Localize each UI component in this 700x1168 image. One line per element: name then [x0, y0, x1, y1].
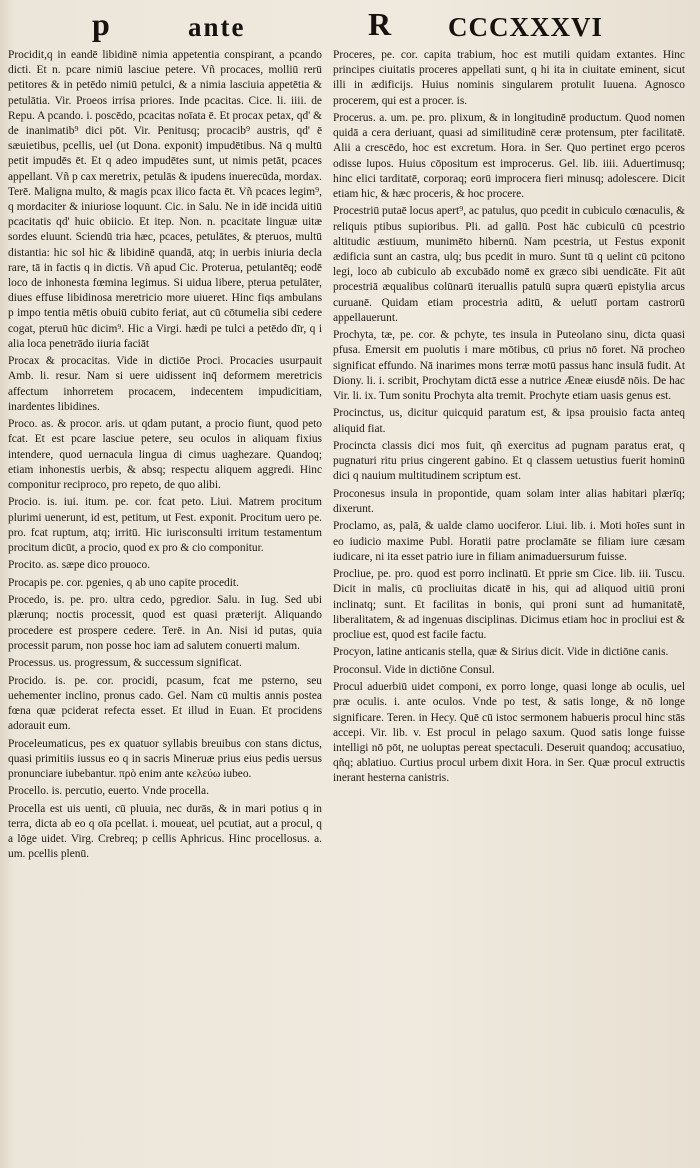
- dictionary-entry: Procinctus, us, dicitur quicquid paratum est, & ipsa prouisio facta anteq aliquid fiat.: [333, 407, 685, 435]
- left-column: [8, 48, 322, 1128]
- dictionary-entry: Procax & procacitas. Vide in dictiōe Proci. Procacies usurpauit Amb. li. resur. Nam si uere uidissent inq̄ deformem meretricis affectum inhorretem procacem, indecentem impudicitiam, inardentes libidines.: [8, 355, 322, 413]
- dictionary-entry: Proclamo, as, palā, & ualde clamo uociferor. Liui. lib. i. Moti hoīes sunt in eo iudicio maxime Publ. Horatii patre proclamāte se filiam iure cæsam iudicare, ni ita esset patrio iure in filiam animaduersurum fuisse.: [333, 520, 685, 563]
- dictionary-entry: Proconsul. Vide in dictiōne Consul.: [333, 663, 495, 676]
- signature-mark-left: p: [92, 6, 110, 42]
- right-column: [333, 48, 685, 1128]
- dictionary-entry: Procincta classis dici mos fuit, qñ exercitus ad pugnam paratus erat, q pugnaturi ritu prius cingerent gabino. Et q classem uetustius fuerit hominū dici q nauium multitudinem scriptum est.: [333, 440, 685, 483]
- running-word: ante: [188, 12, 246, 42]
- dictionary-entry: Procerus. a. um. pe. pro. plixum, & in longitudinē productum. Quod nomen quidā a cera deriuant, quasi ad similitudinē ceræ protensum, pter facilitatē. Alii a crescēdo, hoc est excretum. Hora. in Ser. Quo pertinet ergo pceros odisse lupos. Huius cōpositum est improcerus. Gel. lib. iiii. Aduertimusq; hinc elici tarditatē, corporaq; eorū improcera fieri minusq; adolescere. Dicit etiam hic, & hæc proceris, & hoc procere.: [333, 112, 685, 201]
- dictionary-entry: Procido. is. pe. cor. procidi, pcasum, fcat me psterno, seu uehementer inclino, pronus cado. Gel. Nam cū multis annis postea fœna quæ pciderat refecta esset. Et illud in Euan. Et procidens adorauit eum.: [8, 674, 322, 733]
- dictionary-entry: Procapis pe. cor. pgenies, q ab uno capite procedit.: [8, 576, 239, 589]
- page-header: [0, 6, 700, 46]
- dictionary-entry: Proconesus insula in propontide, quam solam inter alias habitari plærīq; dixerunt.: [333, 487, 685, 516]
- dictionary-entry: Processus. us. progressum, & successum significat.: [8, 657, 242, 670]
- dictionary-entry: Procito. as. sæpe dico prouoco.: [8, 559, 151, 572]
- dictionary-entry: Procella est uis uenti, cū pluuia, nec durās, & in mari potius q in terra, dicta ab eo q oīa pcellat. i. moueat, uel pcutiat, aut a procul, q a lōge uidet. Virg. Crebreq; p cellis Aphricus. Hinc procellosus. a. um. pcellis plenū.: [8, 802, 322, 861]
- dictionary-entry: Prochyta, tæ, pe. cor. & pchyte, tes insula in Puteolano sinu, dicta quasi pfusa. Emersit em puolutis i mare mōtibus, cū prius nō foret. Nā procheo significat effundo. Nā inarimes mons terræ motū passus hanc insulā fudit. At Diony. li. i. scribit, Prochytam dictā esse a nutrice Æneæ eiusdē nōis. De hac Vir. li. ix. Tum sonitu Prochyta alta tremit. Prochyte etiam uasis genus est.: [333, 329, 685, 403]
- folio-number: CCCXXXVI: [448, 12, 603, 42]
- dictionary-entry: Procliue, pe. pro. quod est porro inclinatū. Et pprie sm Cice. lib. iii. Tuscu. Dicit in malis, cū procliuitas dicatē in his, qui ad aliquod uitiū proni inclinatq; sunt. Et facilitas in bonis, qui proni sunt ad humanitatē, liberalitatem, & ad ingenuas disciplinas. Dicimus etiam hoc in procliui est & procliue est, quod est facile factu.: [333, 568, 685, 642]
- dictionary-entry: Procestriū putaē locus apert⁹, ac patulus, quo pcedit in cubiculo cœnaculis, & reliquis ptibus supioribus. Pli. ad gallū. Post hāc cubiculū cū pcestrio altitudic æstiuum, munimēto hibernū. Nam pcestria, ut Festus exponit ædificia sunt an castra, ulq; bus pcedit in muro. Sunt tū q uelint cū pcitono legi, loco ab cubiculo ab excubādo nomē ex græco sibi uendicāte. Fit aūt procestriā æqualibus colūnarū iteruallis patulū supra quærū epistylia arcus curuanē. Quidam etiam procestria aditū, & uelutī portam castrorū appellauerunt.: [333, 205, 685, 324]
- dictionary-entry: Procidit,q in eandē libidinē nimia appetentia conspirant, a pcando dicti. Et n. pcare nimiū lasciue petere. Vñ procaces, molliū rerū petitores & in petēdo nimiū petulci, & a nimia lasciuia appetētia & petulātia. Vir. Proeos irrisa priores. Inde pcacitas. Cice. li. iiii. de Repu. A pcando. i. poscēdo, pcacitas noīata ē. Et procax petax, qd' & de inanimatib⁹ dici pōt. Vir. Penitusq; procacib⁹ austris, qd' ē sæuietibus, pcellis, uel (ut Dona. exponit) impudētibus. Nā q multū petit impudēs ēt. Et q adeo impudētes sunt, ut nimis petāt, pcaces appellant. Vñ p cax meretrix, petulās & ipudens inuerecūda, mordax. Terē. Maligna multo, & magis pcax ilico facta ēt. Vñ pcaces legim⁹, q mordaciter & iniuriose loquunt. Cic. in Salu. Ne in idē incidā uitiū pcacitatis qd' huic obiicio. Et itep. Non. n. pcacitate linguæ uitæ sordes eluunt. Sciendū tria hæc, pcaces, petulātes, & pteruos, multū distantia: hic sol hic & libidinē quandā, atq; in uerbis iniuria decla rare, tā in factis q in dictis. Vñ apud Cic. Proterua, petulantēq; eodē loco de inhonesta fœmina legimus. Si uidua libere, pterua petulāter, diues effuse libidinosa meretricio more uiueret. Hinc fiqs ambulans p impo tentia mētis obuiū cubito feriat, aut cū cōtumelia sibi cedere cogat, pteruū hūc dicim⁹. Hic a Virgi. hædi pe tulci a petēdo dīr, q i alia loca penetrādo iiuria faciāt: [8, 49, 322, 350]
- dictionary-entry: Proco. as. & procor. aris. ut qdam putant, a procio fiunt, quod peto fcat. Et est pcare lasciue petere, seu oculos in aliquam fixius intendere, quod uernacula lingua di cimus uaghezare. Quandoq; etiam inhonestis uerbis, & absq; respectu aliquem aggredi. Hinc componitur reciproco, pro repeto, de quo alibi.: [8, 418, 322, 492]
- dictionary-entry: Procello. is. percutio, euerto. Vnde procella.: [8, 785, 209, 798]
- dictionary-entry: Proceleumaticus, pes ex quatuor syllabis breuibus con stans dictus, quasi primitiis iussus eo q in sacris Mineruæ prius eius pedis uersus pronunciare iubebantur. πρὸ enim ante κελεύω iubeo.: [8, 737, 322, 781]
- dictionary-entry: Procyon, latine anticanis stella, quæ & Sirius dicit. Vide in dictiōne canis.: [333, 646, 669, 659]
- dictionary-entry: Procedo, is. pe. pro. ultra cedo, pgredior. Salu. in Iug. Sed ubi plærunq; noctis processit, quod est quasi præterijt. Aliquando procedere est prospere cedere. Terē. in An. Nisi id putas, quia processit parum, non posse hoc iam ad salutem conuerti malum.: [8, 594, 322, 652]
- dictionary-entry: Procio. is. iui. itum. pe. cor. fcat peto. Liui. Matrem procitum plurimi uenerunt, id est, petitum, ut Fest. exponit. Procitum uero pe. pro. fcat ruptum, atq; irritū. Hic iurisconsulti irritum testamentum procitum dicūt, a procio, quod ex pro & cio componitur.: [8, 496, 322, 555]
- dictionary-entry: Proceres, pe. cor. capita trabium, hoc est mutili quidam extantes. Hinc principes ciuitatis proceres appellati sunt, q hi ita in ciuitate eminent, sicut illi in ædificijs. Huius nominis singularem protulit Iuuena. Agnosco procerem, qui est a procer. is.: [333, 49, 685, 107]
- signature-mark-right: R: [368, 6, 392, 42]
- dictionary-entry: Procul aduerbiū uidet componi, ex porro longe, quasi longe ab oculis, uel præ oculis. i. ante oculos. Vnde po test, & satis longe, & nō longe significare. Teren. in Hecy. Quē cū istoc sermonem habueris procul hinc stās accepi. Vir. lib. v. Est procul in pelago saxum. Quod satis longe fuisse intelligi nō pōt, ne uoluptas pereat spectaculi. Deseruit quandoq; accusatiuo, qñq; ablatiuo. Curtius procul urbem dixit Hora. in Ser. Quæ procul extructis inerant hesterna canistris.: [333, 681, 685, 785]
